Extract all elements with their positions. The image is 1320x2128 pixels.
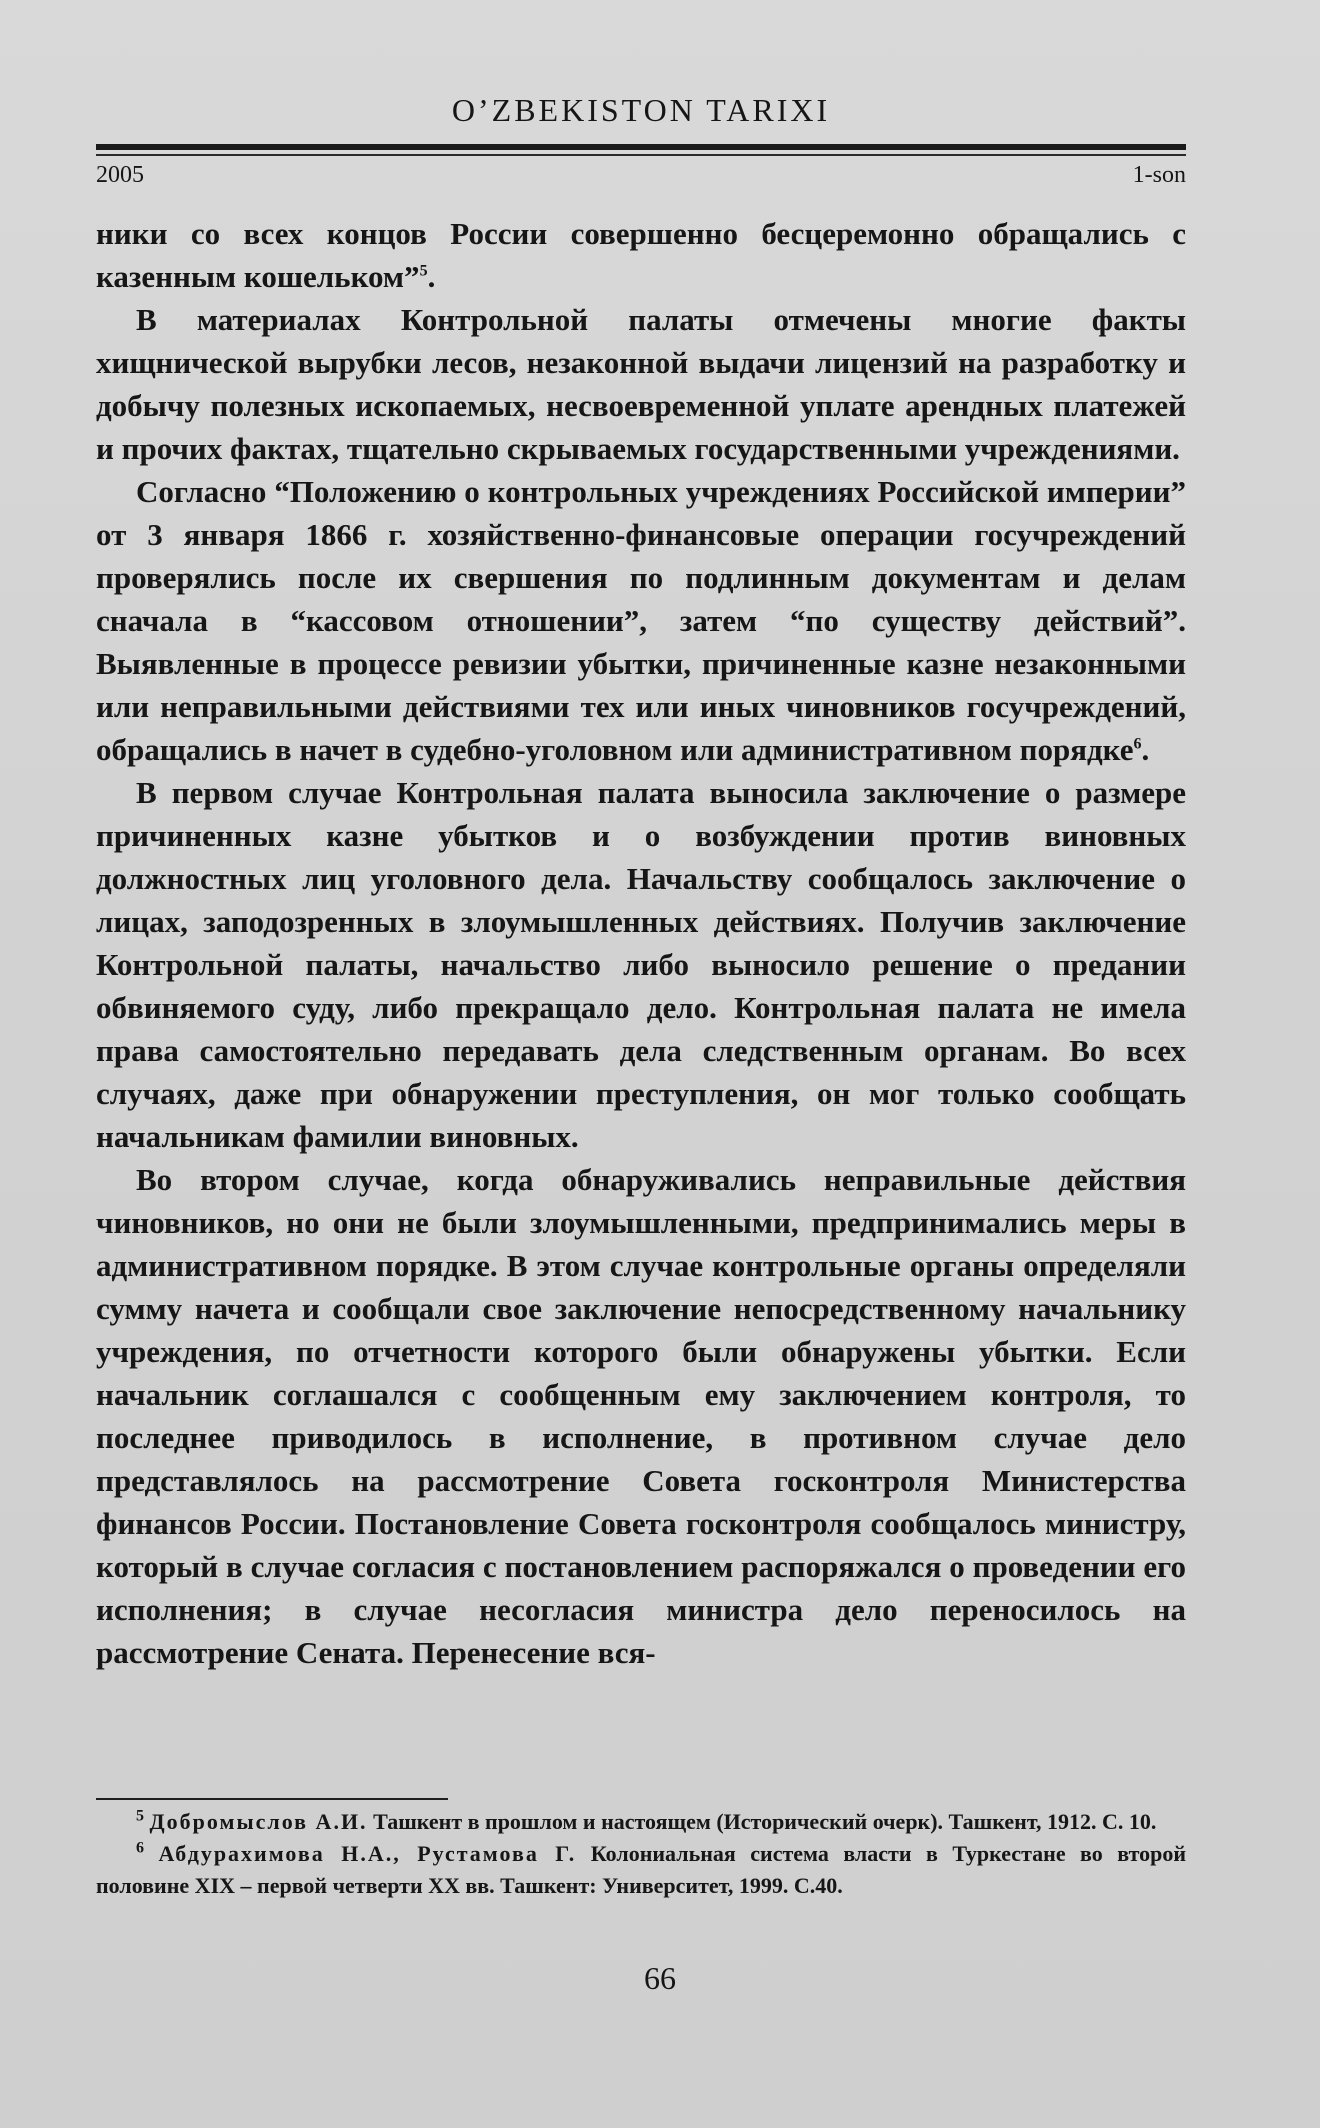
paragraph: В первом случае Контрольная палата выносила заключение о размере причиненных казне убытков и о возбуждении против виновных должностных лиц уголовного дела. Начальству сообщалось заключение о лицах, заподозренных в злоумышленных действиях. Получив заключение Контрольной палаты, начальство либо выносило решение о предании обвиняемого суду, либо прекращало дело. Контрольная палата не имела права самостоятельно передавать дела следственным органам. Во всех случаях, даже при обнаружении преступления, он мог только сообщать начальникам фамилии виновных.	[96, 775, 1186, 1154]
footnote-author: Абдурахимова Н.А., Рустамова Г.	[158, 1841, 577, 1866]
paragraph-text: Согласно “Положению о контрольных учреждениях Российской империи” от 3 января 1866 г. хозяйственно-финансовые операции госучреждений проверялись после их свершения по подлинным документам и делам сначала в “кассовом отношении”, затем “по существу действий”. Выявленные в процессе ревизии убытки, причиненные казне незаконными или неправильными действиями тех или иных чиновников госучреждений, обращались в начет в судебно-уголовном или административном порядке	[96, 474, 1186, 767]
page-number: 66	[644, 1960, 676, 1996]
footnote-text: Ташкент в прошлом и настоящем (Исторический очерк). Ташкент, 1912. С. 10.	[367, 1809, 1157, 1834]
footnote-author: Добромыслов А.И.	[149, 1809, 368, 1834]
page-header	[96, 92, 1186, 188]
paragraph: В материалах Контрольной палаты отмечены многие факты хищнической вырубки лесов, незаконной выдачи лицензий на разработку и добычу полезных ископаемых, несвоевременной уплате арендных платежей и прочих фактах, тщательно скрываемых государственными учреждениями.	[96, 302, 1186, 466]
header-meta	[96, 162, 1186, 189]
header-rule-thin	[96, 154, 1186, 156]
footnotes	[96, 1806, 1186, 1902]
footnote-ref: 6	[1133, 735, 1142, 753]
footnote-number: 6	[136, 1839, 144, 1857]
paragraph	[96, 212, 1186, 298]
year-label: 2005	[96, 162, 144, 188]
paragraph-text: ники со всех концов России совершенно бесцеремонно обращались с казенным кошельком”	[96, 216, 1186, 294]
footnote-separator	[96, 1798, 448, 1800]
article-body	[96, 212, 1186, 1674]
issue-label: 1-son	[1132, 162, 1186, 188]
paragraph: Во втором случае, когда обнаруживались неправильные действия чиновников, но они не были злоумышленными, предпринимались меры в административном порядке. В этом случае контрольные органы определяли сумму начета и сообщали свое заключение непосредственному начальнику учреждения, по отчетности которого были обнаружены убытки. Если начальник соглашался с сообщенным ему заключением контроля, то последнее приводилось в исполнение, в противном случае дело представлялось на рассмотрение Совета госконтроля Министерства финансов России. Постановление Совета госконтроля сообщалось министру, который в случае согласия с постановлением распоряжался о проведении его исполнения; в случае несогласия министра дело переносилось на рассмотрение Сената. Перенесение вся-	[96, 1162, 1186, 1670]
footnote-text: Колониальная система власти в Туркестане во второй половине XIX – первой четверти XX вв. Ташкент: Университет, 1999. С.40.	[96, 1841, 1187, 1898]
footnote-ref: 5	[419, 262, 428, 280]
footnote	[96, 1806, 1186, 1838]
paragraph	[96, 470, 1186, 771]
footnote	[96, 1838, 1186, 1902]
journal-title: O’ZBEKISTON TARIXI	[451, 92, 831, 128]
footnote-number: 5	[136, 1807, 144, 1825]
paragraph-tail: .	[427, 259, 436, 294]
paragraph-tail: .	[1141, 732, 1150, 767]
header-rule-thick	[96, 144, 1186, 150]
